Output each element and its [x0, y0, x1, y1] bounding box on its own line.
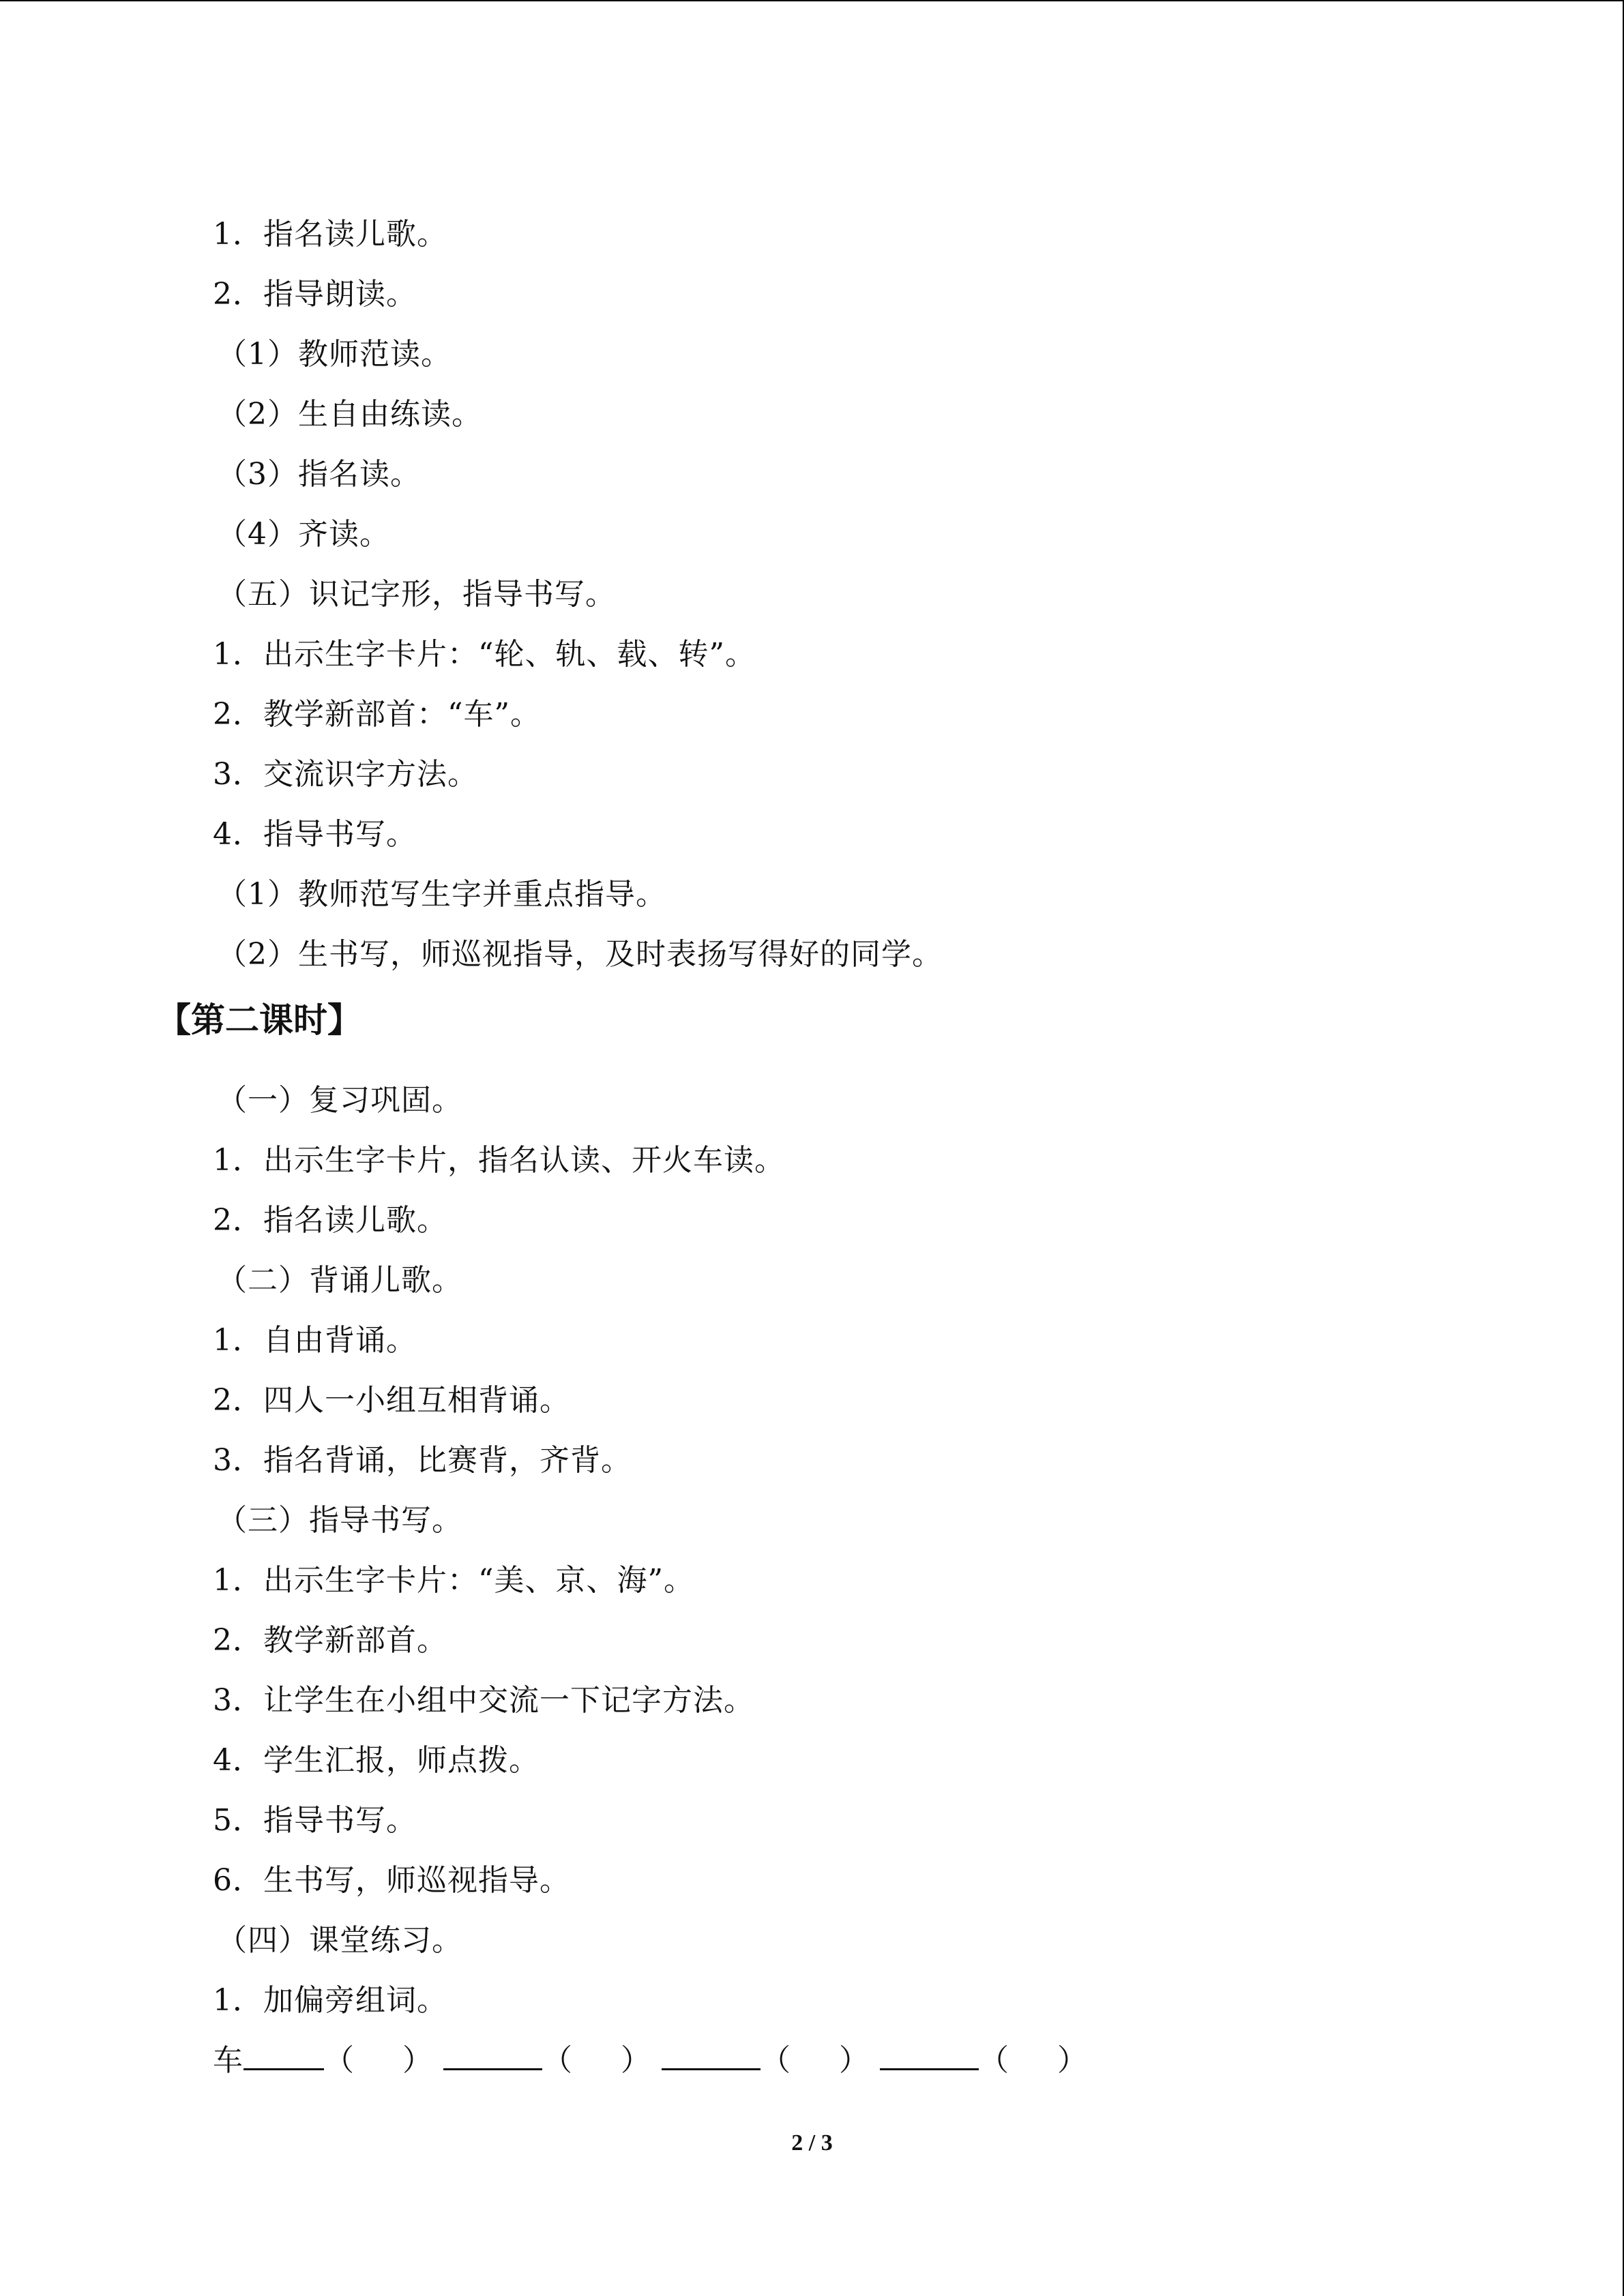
answer-blank[interactable] [880, 2041, 979, 2070]
open-paren: （ [542, 2043, 573, 2078]
text-line: 3．让学生在小组中交流一下记字方法。 [213, 1683, 754, 1718]
text-line: （三）指导书写。 [217, 1503, 462, 1538]
text-line: （五）识记字形，指导书写。 [217, 577, 616, 612]
answer-blank[interactable] [443, 2041, 542, 2070]
close-paren: ） [621, 2043, 651, 2078]
section-heading: 【第二课时】 [157, 1000, 361, 1040]
open-paren: （ [761, 2043, 791, 2078]
text-line: 2．指名读儿歌。 [213, 1203, 447, 1238]
text-line: 2．四人一小组互相背诵。 [213, 1383, 570, 1418]
text-line: 4．学生汇报，师点拨。 [213, 1743, 540, 1778]
close-paren: ） [1057, 2043, 1088, 2078]
page-number: 2 / 3 [791, 2130, 833, 2156]
answer-blank[interactable] [662, 2041, 761, 2070]
text-line: （4）齐读。 [217, 517, 390, 552]
text-line: 1．加偏旁组词。 [213, 1983, 447, 2018]
text-line: （2）生自由练读。 [217, 397, 482, 432]
text-line: 1．出示生字卡片：“轮、轨、载、转”。 [213, 637, 756, 672]
text-line: 1．出示生字卡片：“美、京、海”。 [213, 1563, 694, 1598]
top-border [0, 0, 1624, 1]
text-line: 4．指导书写。 [213, 817, 417, 852]
text-line: （1）教师范写生字并重点指导。 [217, 877, 666, 912]
text-line: （1）教师范读。 [217, 337, 452, 372]
text-line: 6．生书写，师巡视指导。 [213, 1863, 570, 1898]
text-line: 5．指导书写。 [213, 1803, 417, 1838]
answer-blank[interactable] [243, 2041, 324, 2070]
text-line: （四）课堂练习。 [217, 1923, 462, 1958]
open-paren: （ [324, 2043, 355, 2078]
text-line: （2）生书写，师巡视指导，及时表扬写得好的同学。 [217, 937, 943, 972]
close-paren: ） [839, 2043, 870, 2078]
text-line: 1．出示生字卡片，指名认读、开火车读。 [213, 1143, 785, 1178]
exercise-radical: 车 [213, 2043, 243, 2078]
text-line: （一）复习巩固。 [217, 1083, 462, 1118]
text-line: （二）背诵儿歌。 [217, 1263, 462, 1298]
text-line: 2．教学新部首：“车”。 [213, 697, 541, 732]
text-line: 1．自由背诵。 [213, 1323, 417, 1358]
text-line: （3）指名读。 [217, 457, 421, 492]
text-line: 2．指导朗读。 [213, 277, 417, 312]
text-line: 3．交流识字方法。 [213, 757, 478, 792]
close-paren: ） [402, 2043, 433, 2078]
text-line: 2．教学新部首。 [213, 1623, 447, 1658]
text-line: 3．指名背诵，比赛背，齐背。 [213, 1443, 632, 1478]
open-paren: （ [979, 2043, 1009, 2078]
exercise-line [213, 2040, 1088, 2081]
text-line: 1．指名读儿歌。 [213, 217, 447, 252]
